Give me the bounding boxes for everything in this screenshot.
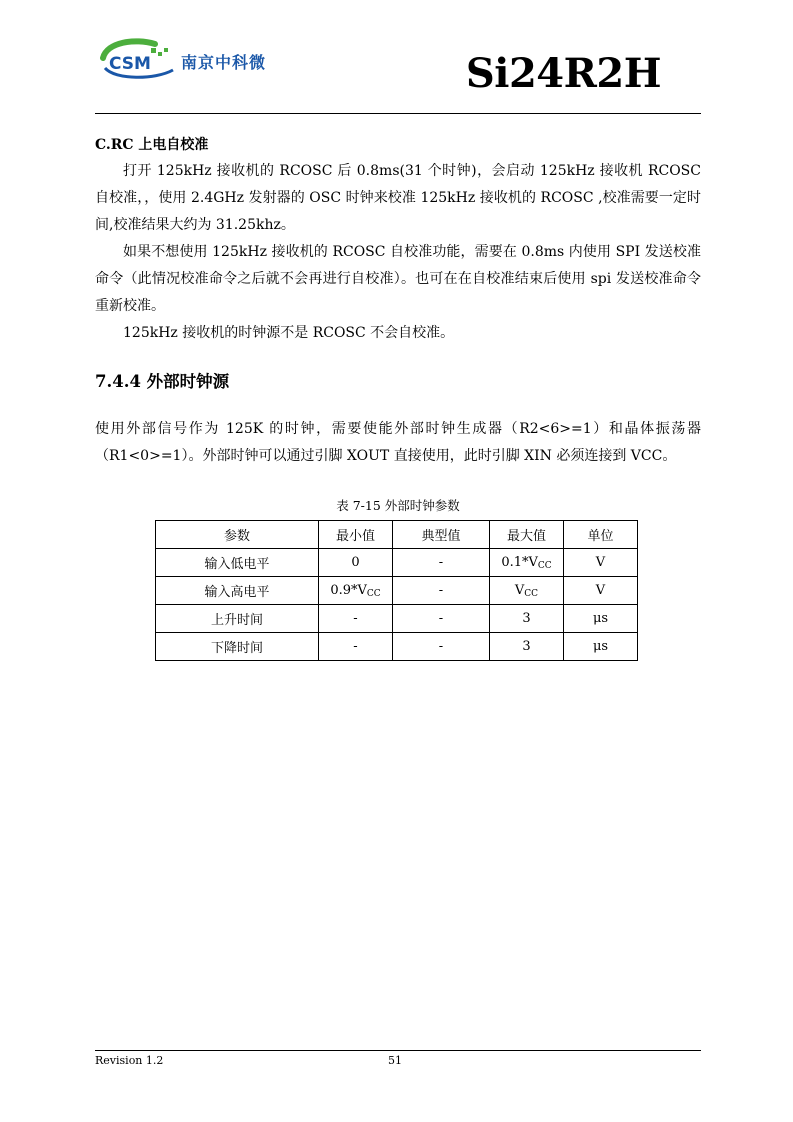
cell-param: 下降时间 (156, 633, 319, 661)
header-rule (95, 113, 701, 114)
cell-typ: - (393, 577, 490, 605)
cell-max: 3 (490, 633, 564, 661)
cell-min: - (319, 633, 393, 661)
cell-min: - (319, 605, 393, 633)
section-744-title: 7.4.4 外部时钟源 (95, 372, 230, 391)
section-744-paragraph: 使用外部信号作为 125K 的时钟，需要使能外部时钟生成器（R2<6>=1）和晶体振荡器（R1<0>=1）。外部时钟可以通过引脚 XOUT 直接使用，此时引脚 XIN 必须连接到 VCC。 (95, 421, 701, 464)
header-unit: 单位 (564, 521, 638, 549)
page-header (95, 30, 701, 114)
table-header-row (156, 521, 638, 549)
header-param: 参数 (156, 521, 319, 549)
header-typ: 典型值 (393, 521, 490, 549)
cell-max: 3 (490, 605, 564, 633)
cell-typ: - (393, 549, 490, 577)
header-min: 最小值 (319, 521, 393, 549)
section-c-paragraph-2: 如果不想使用 125kHz 接收机的 RCOSC 自校准功能，需要在 0.8ms 内使用 SPI 发送校准命令（此情况校准命令之后就不会再进行自校准）。也可在在自校准结束后使用 spi 发送校准命令重新校准。 (95, 244, 701, 314)
section-c-paragraph-1: 打开 125kHz 接收机的 RCOSC 后 0.8ms(31 个时钟)，会启动 125kHz 接收机 RCOSC 自校准，，使用 2.4GHz 发射器的 OSC 时钟来校准 125kHz 接收机的 RCOSC ,校准需要一定时间,校准结果大约为 31.25khz。 (95, 163, 701, 233)
cell-param: 输入高电平 (156, 577, 319, 605)
cell-param: 上升时间 (156, 605, 319, 633)
cell-max: $V_{CC}$ (490, 577, 564, 605)
external-clock-table (155, 520, 638, 661)
cell-unit: V (564, 577, 638, 605)
footer-page-number: 51 (388, 1054, 402, 1067)
product-name: Si24R2H (465, 50, 661, 97)
footer-rule (95, 1050, 701, 1051)
cell-min: 0 (319, 549, 393, 577)
cell-param: 输入低电平 (156, 549, 319, 577)
svg-text:CSM: CSM (109, 54, 151, 74)
cell-max: $0.1*V_{CC}$ (490, 549, 564, 577)
cell-min: $0.9*V_{CC}$ (319, 577, 393, 605)
table-row (156, 605, 638, 633)
cell-typ: - (393, 605, 490, 633)
cell-typ: - (393, 633, 490, 661)
footer-revision: Revision 1.2 (95, 1054, 164, 1067)
header-max: 最大值 (490, 521, 564, 549)
csm-logo (95, 36, 179, 82)
table-row (156, 577, 638, 605)
section-c-title: C.RC 上电自校准 (95, 137, 209, 153)
cell-unit: μs (564, 605, 638, 633)
cell-unit: V (564, 549, 638, 577)
table-caption: 表 7-15 外部时钟参数 (336, 498, 460, 513)
cell-unit: μs (564, 633, 638, 661)
company-name: 南京中科微 (181, 53, 267, 72)
section-c-paragraph-3: 125kHz 接收机的时钟源不是 RCOSC 不会自校准。 (123, 325, 455, 341)
table-row (156, 633, 638, 661)
table-row (156, 549, 638, 577)
page-content (95, 132, 701, 661)
